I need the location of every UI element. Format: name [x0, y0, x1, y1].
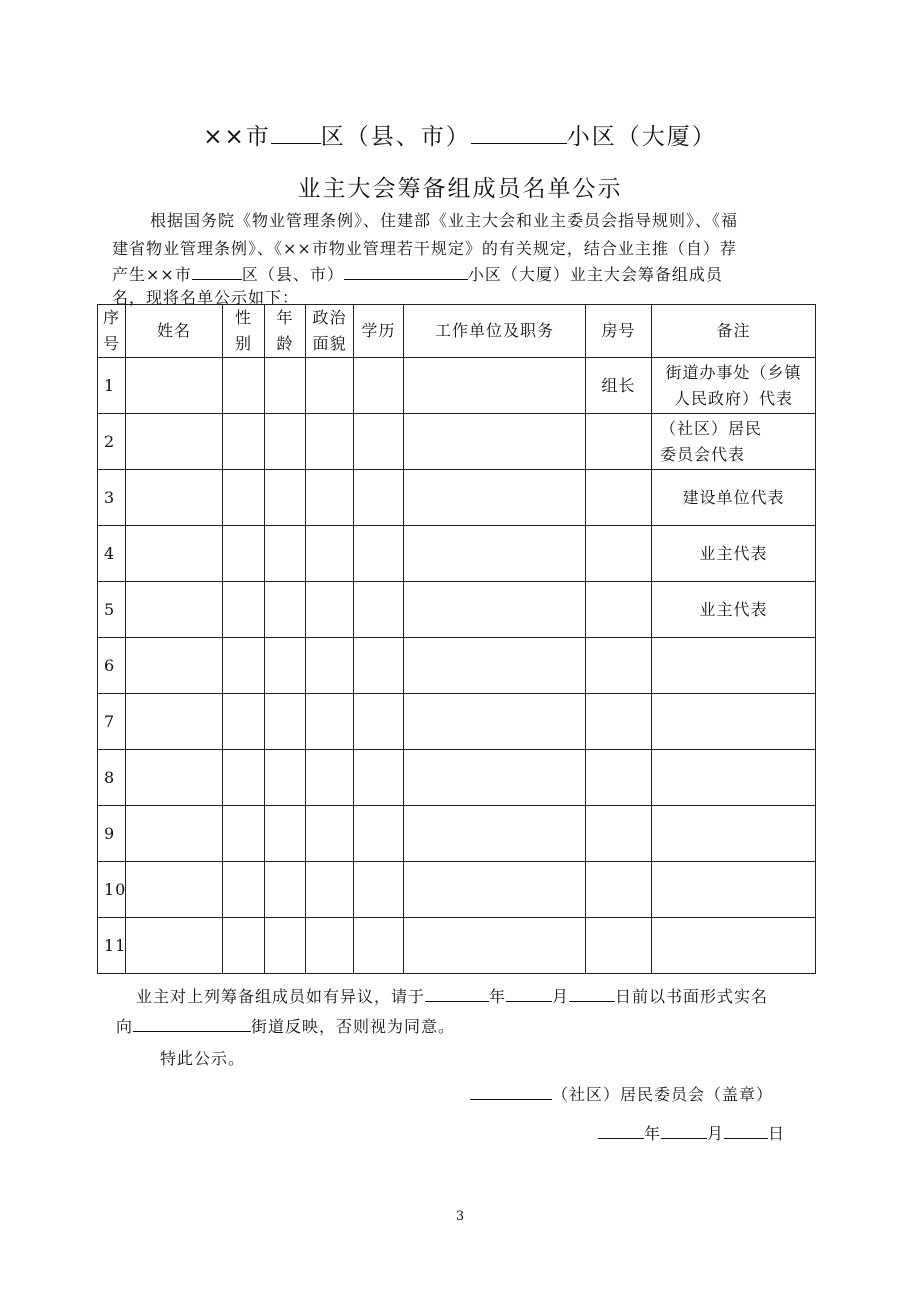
- cell-employer: [404, 806, 586, 862]
- cell-age: [265, 526, 306, 582]
- cell-employer: [404, 694, 586, 750]
- cell-politics: [306, 918, 354, 974]
- cell-age: [265, 862, 306, 918]
- cell-room: [586, 470, 652, 526]
- seal-text: （社区）居民委员会（盖章）: [552, 1085, 774, 1104]
- cell-room: [586, 638, 652, 694]
- cell-name: [126, 414, 223, 470]
- cell-remarks: [652, 582, 816, 638]
- cell-name: [126, 694, 223, 750]
- remarks-line: 委员会代表: [660, 444, 746, 464]
- cell-room: [586, 414, 652, 470]
- cell-politics: [306, 470, 354, 526]
- cell-remarks: [652, 806, 816, 862]
- cell-name: [126, 358, 223, 414]
- day-blank: [569, 987, 615, 1002]
- date-day-label: 日: [768, 1124, 786, 1143]
- cell-remarks: [652, 862, 816, 918]
- cell-gender: [223, 694, 265, 750]
- cell-room: [586, 918, 652, 974]
- cell-name: [126, 470, 223, 526]
- cell-employer: [404, 358, 586, 414]
- cell-index: 8: [98, 750, 126, 806]
- intro-line-3: [112, 262, 723, 285]
- cell-education: [354, 582, 404, 638]
- cell-education: [354, 694, 404, 750]
- cell-politics: [306, 638, 354, 694]
- cell-employer: [404, 638, 586, 694]
- report-to-suffix: 街道反映，否则视为同意。: [251, 1017, 456, 1036]
- cell-name: [126, 638, 223, 694]
- cell-education: [354, 470, 404, 526]
- cell-gender: [223, 918, 265, 974]
- cell-age: [265, 638, 306, 694]
- cell-room: [586, 694, 652, 750]
- table-row: [98, 358, 816, 414]
- cell-politics: [306, 582, 354, 638]
- cell-remarks: [652, 526, 816, 582]
- header-index: 序 号: [98, 305, 126, 358]
- cell-remarks: [652, 750, 816, 806]
- title-district: 区（县、市）: [320, 124, 471, 150]
- cell-age: [265, 806, 306, 862]
- cell-employer: [404, 470, 586, 526]
- cell-employer: [404, 526, 586, 582]
- cell-remarks: [652, 638, 816, 694]
- cell-name: [126, 862, 223, 918]
- seal-blank: [470, 1085, 552, 1100]
- cell-index: 3: [98, 470, 126, 526]
- intro-city: 产生××市: [112, 265, 192, 284]
- cell-remarks: [652, 694, 816, 750]
- date-month-blank: [661, 1124, 707, 1139]
- cell-age: [265, 414, 306, 470]
- cell-room: [586, 526, 652, 582]
- title-city: ××市: [203, 124, 271, 150]
- cell-employer: [404, 582, 586, 638]
- remarks-line: （社区）居民: [660, 418, 763, 438]
- community-blank: [471, 123, 567, 144]
- objection-line: [136, 984, 768, 1007]
- cell-education: [354, 638, 404, 694]
- date-line: [598, 1121, 785, 1144]
- cell-name: [126, 526, 223, 582]
- cell-name: [126, 582, 223, 638]
- table-row: [98, 638, 816, 694]
- cell-politics: [306, 862, 354, 918]
- remarks-line: 街道办事处（乡镇: [665, 362, 802, 382]
- document-title-line2: 业主大会筹备组成员名单公示: [297, 176, 623, 202]
- cell-employer: [404, 750, 586, 806]
- cell-education: [354, 414, 404, 470]
- cell-index: 4: [98, 526, 126, 582]
- cell-gender: [223, 582, 265, 638]
- cell-gender: [223, 358, 265, 414]
- cell-gender: [223, 414, 265, 470]
- table-row: [98, 414, 816, 470]
- header-gender: 性 别: [223, 305, 265, 358]
- intro-line-1: 根据国务院《物业管理条例》、住建部《业主大会和业主委员会指导规则》、《福: [150, 211, 739, 230]
- header-education: 学历: [354, 305, 404, 358]
- cell-gender: [223, 638, 265, 694]
- cell-education: [354, 918, 404, 974]
- date-month-label: 月: [707, 1124, 725, 1143]
- date-day-blank: [724, 1124, 768, 1139]
- objection-text: 业主对上列筹备组成员如有异议，请于: [136, 987, 426, 1006]
- intro-community-blank: [344, 265, 468, 280]
- cell-room: [586, 582, 652, 638]
- cell-gender: [223, 526, 265, 582]
- cell-gender: [223, 862, 265, 918]
- cell-room: [586, 806, 652, 862]
- cell-index: 7: [98, 694, 126, 750]
- intro-district: 区（县、市）: [241, 265, 344, 284]
- table-row: [98, 526, 816, 582]
- cell-employer: [404, 414, 586, 470]
- cell-age: [265, 470, 306, 526]
- cell-politics: [306, 358, 354, 414]
- intro-community: 小区（大厦）业主大会筹备组成员: [467, 265, 723, 284]
- table-row: [98, 918, 816, 974]
- cell-remarks: [652, 470, 816, 526]
- report-to-prefix: 向: [116, 1017, 134, 1036]
- table-row: [98, 862, 816, 918]
- cell-remarks: [652, 358, 816, 414]
- cell-age: [265, 750, 306, 806]
- cell-education: [354, 750, 404, 806]
- header-employer: 工作单位及职务: [404, 305, 586, 358]
- month-label: 月: [552, 987, 570, 1006]
- cell-index: 5: [98, 582, 126, 638]
- report-to-line: [116, 1014, 455, 1037]
- cell-remarks: [652, 414, 816, 470]
- cell-room: [586, 750, 652, 806]
- cell-education: [354, 526, 404, 582]
- document-title-line1: [0, 118, 920, 151]
- header-remarks: 备注: [652, 305, 816, 358]
- cell-politics: [306, 694, 354, 750]
- cell-age: [265, 582, 306, 638]
- cell-education: [354, 358, 404, 414]
- subdistrict-blank: [133, 1017, 251, 1032]
- page-number: 3: [455, 1209, 465, 1224]
- cell-politics: [306, 414, 354, 470]
- table-row: [98, 694, 816, 750]
- year-label: 年: [489, 987, 507, 1006]
- cell-age: [265, 918, 306, 974]
- objection-text-end: 日前以书面形式实名: [615, 987, 769, 1006]
- cell-room: 组长: [586, 358, 652, 414]
- cell-name: [126, 918, 223, 974]
- cell-index: 10: [98, 862, 126, 918]
- remarks-line: 业主代表: [699, 599, 768, 619]
- cell-politics: [306, 750, 354, 806]
- cell-index: 11: [98, 918, 126, 974]
- month-blank: [506, 987, 552, 1002]
- cell-gender: [223, 750, 265, 806]
- member-roster-table: [97, 304, 816, 974]
- district-blank: [271, 123, 321, 144]
- cell-politics: [306, 806, 354, 862]
- intro-line-4: 名，现将名单公示如下：: [112, 288, 300, 307]
- cell-politics: [306, 526, 354, 582]
- table-row: [98, 750, 816, 806]
- title-community: 小区（大厦）: [566, 124, 717, 150]
- remarks-line: 人民政府）代表: [673, 388, 793, 408]
- cell-name: [126, 750, 223, 806]
- table-row: [98, 806, 816, 862]
- table-body: [98, 358, 816, 974]
- cell-index: 1: [98, 358, 126, 414]
- cell-employer: [404, 862, 586, 918]
- intro-district-blank: [192, 265, 242, 280]
- cell-name: [126, 806, 223, 862]
- cell-gender: [223, 470, 265, 526]
- cell-education: [354, 806, 404, 862]
- cell-index: 6: [98, 638, 126, 694]
- cell-education: [354, 862, 404, 918]
- cell-room: [586, 862, 652, 918]
- cell-age: [265, 694, 306, 750]
- header-age: 年 龄: [265, 305, 306, 358]
- year-blank: [425, 987, 489, 1002]
- seal-line: [470, 1082, 773, 1105]
- table-row: [98, 470, 816, 526]
- remarks-line: 业主代表: [699, 543, 768, 563]
- cell-gender: [223, 806, 265, 862]
- header-politics: 政治 面貌: [306, 305, 354, 358]
- table-header-row: [98, 305, 816, 358]
- table-row: [98, 582, 816, 638]
- header-name: 姓名: [126, 305, 223, 358]
- cell-index: 2: [98, 414, 126, 470]
- cell-index: 9: [98, 806, 126, 862]
- date-year-label: 年: [644, 1124, 662, 1143]
- cell-employer: [404, 918, 586, 974]
- header-room: 房号: [586, 305, 652, 358]
- intro-line-2: 建省物业管理条例》、《××市物业管理若干规定》的有关规定，结合业主推（自）荐: [112, 239, 737, 258]
- date-year-blank: [598, 1124, 644, 1139]
- cell-age: [265, 358, 306, 414]
- cell-remarks: [652, 918, 816, 974]
- announcement: 特此公示。: [160, 1049, 246, 1068]
- remarks-line: 建设单位代表: [682, 487, 785, 507]
